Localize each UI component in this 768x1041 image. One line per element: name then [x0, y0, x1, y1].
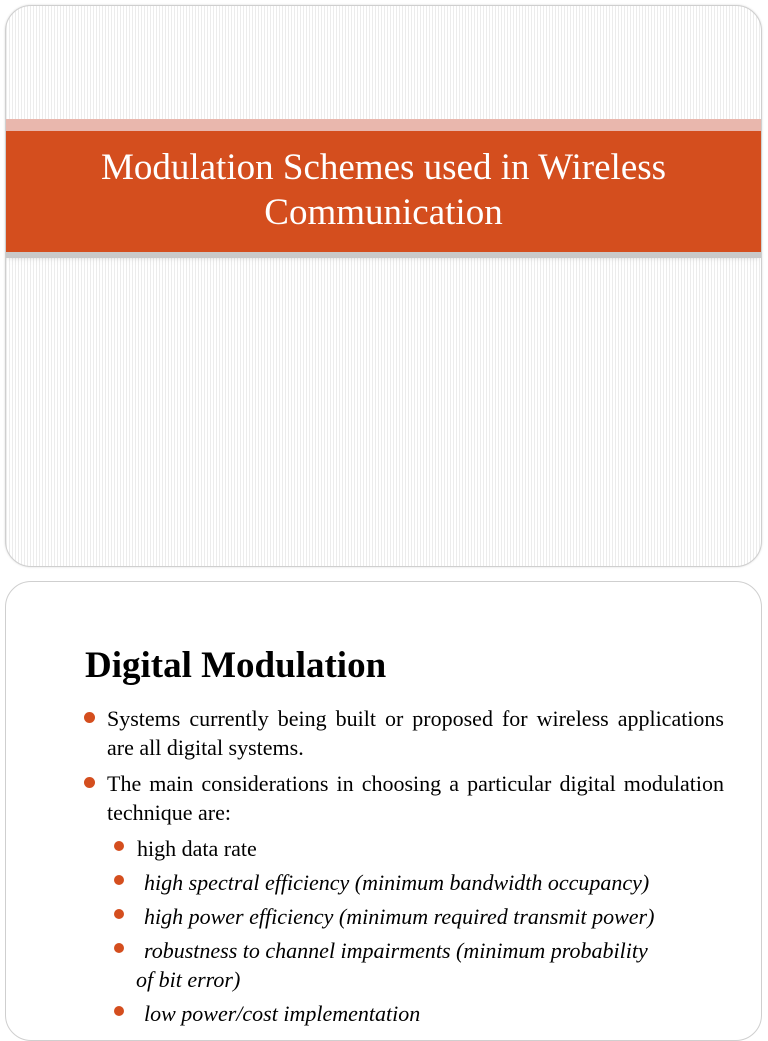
bullet-text: Systems currently being built or proposed for wireless applications are all digital systems. [107, 706, 724, 760]
list-item [84, 769, 724, 827]
title-band [6, 131, 761, 252]
sub-list-item [84, 936, 724, 965]
bullet-text: The main considerations in choosing a particular digital modulation technique are: [107, 771, 724, 825]
sub-list-item [84, 868, 724, 897]
bullet-dot-icon [114, 909, 124, 919]
sub-bullet-text: robustness to channel impairments (minimum probability [144, 938, 648, 963]
bullet-dot-icon [114, 875, 124, 885]
slide-title [5, 5, 762, 567]
slide-digital-modulation [5, 581, 762, 1041]
sub-list-item [84, 834, 724, 863]
list-item [84, 704, 724, 762]
bullet-dot-icon [114, 943, 124, 953]
bullet-dot-icon [84, 777, 95, 788]
sub-bullet-text: high data rate [137, 836, 257, 861]
sub-bullet-text: high spectral efficiency (minimum bandwidth occupancy) [144, 870, 650, 895]
sub-list-item [84, 902, 724, 931]
bullet-list [84, 704, 724, 1033]
title-band-highlight [6, 119, 761, 131]
bullet-dot-icon [114, 1006, 124, 1016]
sub-bullet-text: high power efficiency (minimum required transmit power) [144, 904, 655, 929]
bullet-dot-icon [84, 712, 95, 723]
bullet-dot-icon [114, 841, 124, 851]
slide-heading: Digital Modulation [85, 645, 387, 686]
title-band-shadow [6, 252, 761, 258]
slide-title-text: Modulation Schemes used in Wireless Communication [100, 146, 667, 233]
sub-bullet-text: of bit error) [136, 967, 241, 992]
sub-bullet-text: low power/cost implementation [144, 1001, 421, 1026]
sub-list-item-continuation [84, 965, 724, 994]
